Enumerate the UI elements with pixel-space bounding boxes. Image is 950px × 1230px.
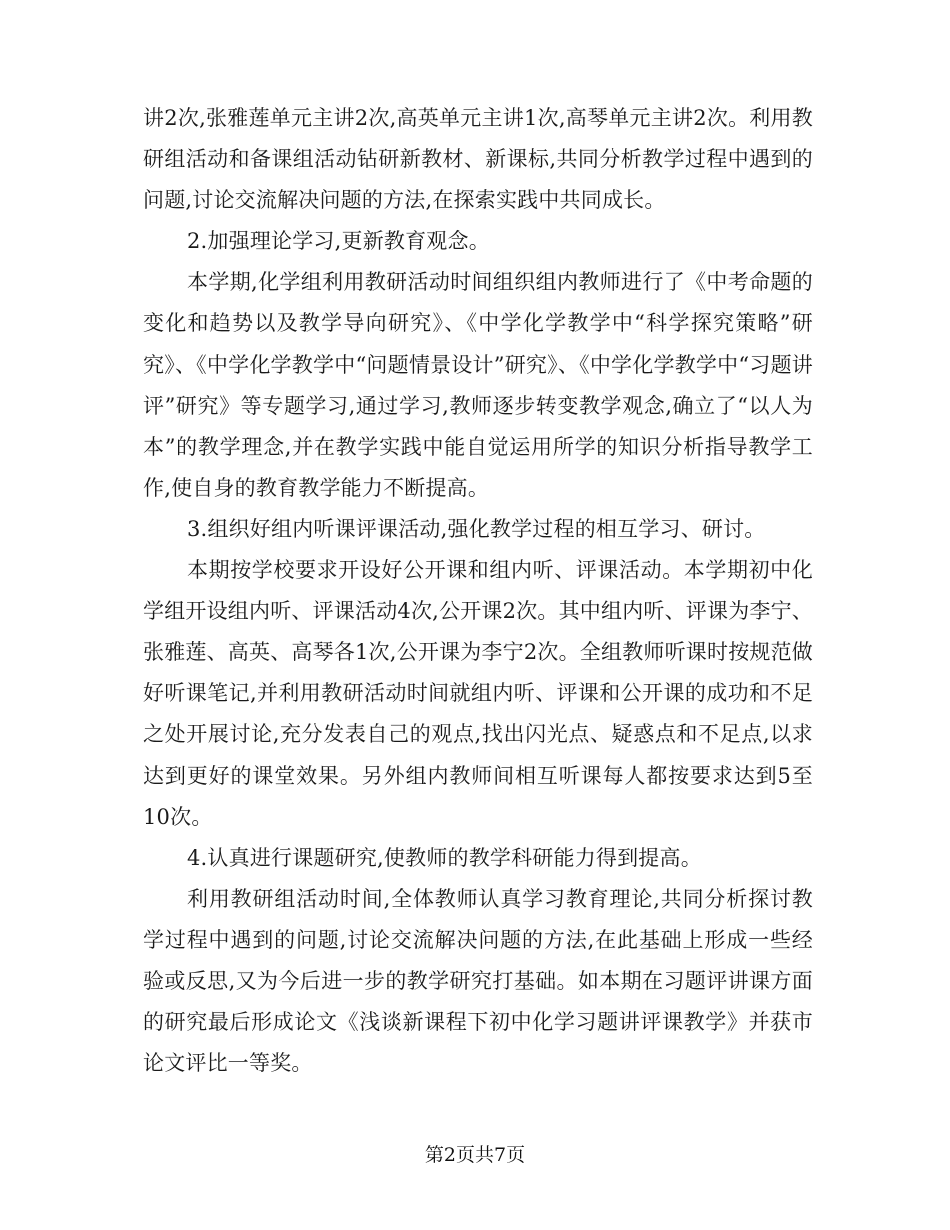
paragraph-research: 利用教研组活动时间,全体教师认真学习教育理论,共同分析探讨教学过程中遇到的问题,讨论交流解决问题的方法,在此基础上形成一些经验或反思,又为今后进一步的教学研究打基础。如本期在习题评讲课方面的研究最后形成论文《浅谈新课程下初中化学习题讲评课教学》并获市论文评比一等奖。: [143, 886, 813, 1076]
page-number-footer: 第2页共7页: [424, 1144, 526, 1166]
paragraph-theory-study: 本学期,化学组利用教研活动时间组织组内教师进行了《中考命题的变化和趋势以及教学导向研究》、《中学化学教学中“科学探究策略”研究》、《中学化学教学中“问题情景设计”研究》、《中学化学教学中“习题讲评”研究》等专题学习,通过学习,教师逐步转变教学观念,确立了“以人为本”的教学理念,并在教学实践中能自觉运用所学的知识分析指导教学工作,使自身的教育教学能力不断提高。: [143, 270, 813, 500]
section-heading-3: 3.组织好组内听课评课活动,强化教学过程的相互学习、研讨。: [187, 516, 766, 541]
document-body: [143, 98, 813, 1084]
paragraph-lesson-observation: 本期按学校要求开设好公开课和组内听、评课活动。本学期初中化学组开设组内听、评课活动4次,公开课2次。其中组内听、评课为李宁、张雅莲、高英、高琴各1次,公开课为李宁2次。全组教师听课时按规范做好听课笔记,并利用教研活动时间就组内听、评课和公开课的成功和不足之处开展讨论,充分发表自己的观点,找出闪光点、疑惑点和不足点,以求达到更好的课堂效果。另外组内教师间相互听课每人都按要求达到5至10次。: [143, 558, 813, 829]
section-heading-2: 2.加强理论学习,更新教育观念。: [187, 229, 490, 254]
section-heading-4: 4.认真进行课题研究,使教师的教学科研能力得到提高。: [187, 845, 702, 870]
paragraph-continued: 讲2次,张雅莲单元主讲2次,高英单元主讲1次,高琴单元主讲2次。利用教研组活动和备课组活动钻研新教材、新课标,共同分析教学过程中遇到的问题,讨论交流解决问题的方法,在探索实践中共同成长。: [143, 106, 813, 213]
